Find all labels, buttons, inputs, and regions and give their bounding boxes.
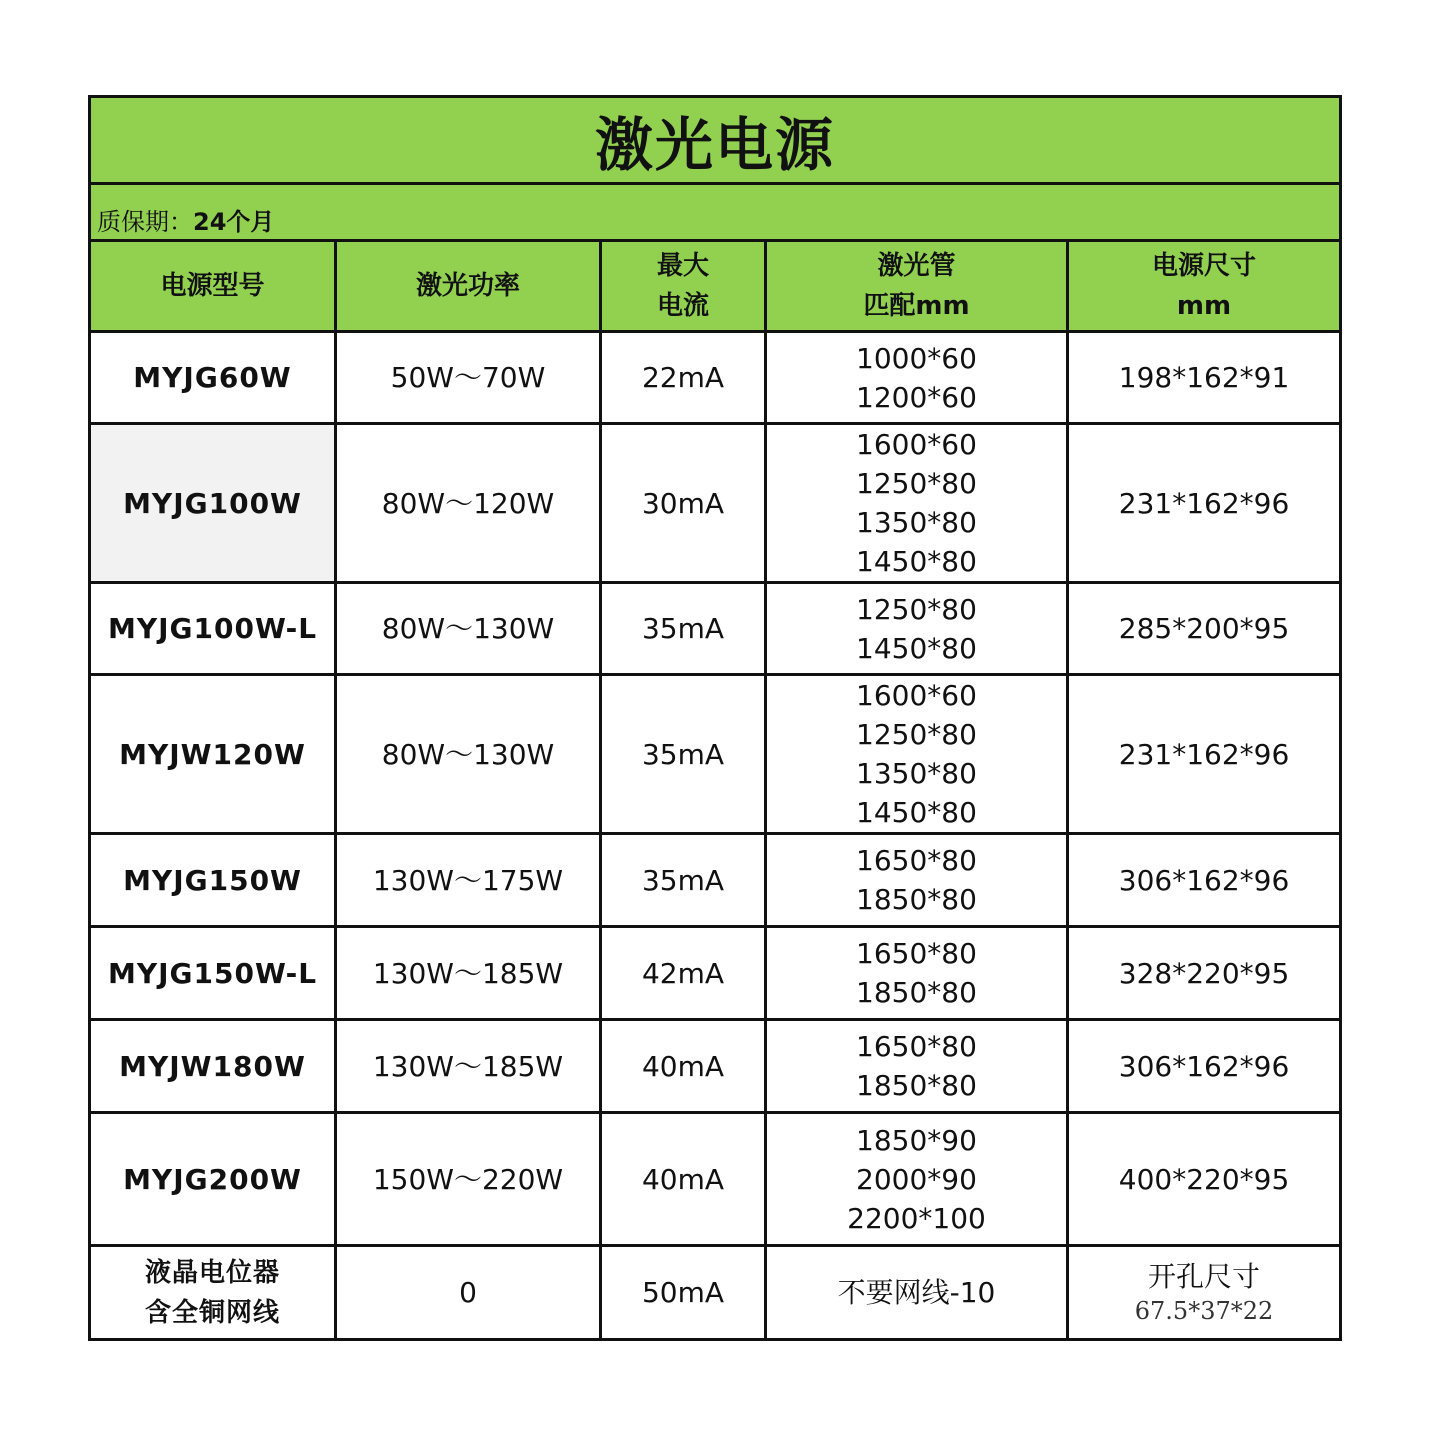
warranty-cell xyxy=(90,184,1341,241)
header-tube-match xyxy=(766,241,1068,332)
tube-size: 1200*60 xyxy=(856,380,977,414)
current-cell: 35mA xyxy=(601,675,766,834)
table-row xyxy=(90,424,1341,583)
tube-size: 1600*60 xyxy=(856,679,977,712)
size-cell: 231*162*96 xyxy=(1068,675,1341,834)
power-cell: 130W～175W xyxy=(336,834,601,927)
power-cell: 150W～220W xyxy=(336,1113,601,1246)
warranty-label: 质保期： xyxy=(97,208,193,236)
header-line: 最大 xyxy=(656,251,709,281)
header-line: 匹配mm xyxy=(863,291,970,321)
table-row xyxy=(90,675,1341,834)
title-row xyxy=(90,97,1341,184)
tube-size: 1650*80 xyxy=(856,1030,977,1063)
current-cell: 40mA xyxy=(601,1020,766,1113)
tube-size: 1450*80 xyxy=(856,796,977,829)
size-cell: 400*220*95 xyxy=(1068,1113,1341,1246)
size-cell: 285*200*95 xyxy=(1068,583,1341,675)
size-cell: 231*162*96 xyxy=(1068,424,1341,583)
tube-size: 2000*90 xyxy=(856,1162,977,1196)
header-model xyxy=(90,241,336,332)
tube-size: 1850*80 xyxy=(856,976,977,1009)
power-cell: 80W～130W xyxy=(336,583,601,675)
size-cell: 306*162*96 xyxy=(1068,834,1341,927)
current-cell: 30mA xyxy=(601,424,766,583)
header-laser-power xyxy=(336,241,601,332)
accessory-current-cell: 50mA xyxy=(601,1246,766,1340)
table-row xyxy=(90,583,1341,675)
cutout-size-label: 开孔尺寸 xyxy=(1148,1259,1261,1293)
accessory-model-cell xyxy=(90,1246,336,1340)
power-cell: 80W～130W xyxy=(336,675,601,834)
current-cell: 35mA xyxy=(601,583,766,675)
header-line: 激光功率 xyxy=(415,271,520,301)
table-row xyxy=(90,1113,1341,1246)
tube-size: 1250*80 xyxy=(856,718,977,751)
model-cell: MYJW120W xyxy=(90,675,336,834)
tube-cell xyxy=(766,332,1068,424)
sheet-title: 激光电源 xyxy=(90,97,1341,184)
cutout-size-value: 67.5*37*22 xyxy=(1134,1296,1274,1325)
tube-size: 1250*80 xyxy=(856,592,977,626)
tube-size: 1350*80 xyxy=(856,757,977,790)
tube-size: 1450*80 xyxy=(856,631,977,665)
model-cell: MYJG200W xyxy=(90,1113,336,1246)
accessory-model-line: 液晶电位器 xyxy=(144,1257,280,1288)
table-row xyxy=(90,927,1341,1020)
tube-size: 1000*60 xyxy=(856,341,977,375)
warranty-row xyxy=(90,184,1341,241)
warranty-value: 24个月 xyxy=(193,208,275,236)
column-header-row xyxy=(90,241,1341,332)
power-cell: 50W～70W xyxy=(336,332,601,424)
header-line: 电流 xyxy=(656,291,709,321)
tube-cell xyxy=(766,927,1068,1020)
model-cell: MYJG150W-L xyxy=(90,927,336,1020)
tube-size: 1650*80 xyxy=(856,844,977,877)
power-cell: 80W～120W xyxy=(336,424,601,583)
current-cell: 40mA xyxy=(601,1113,766,1246)
header-max-current xyxy=(601,241,766,332)
accessory-size-cell xyxy=(1068,1246,1341,1340)
table-row xyxy=(90,332,1341,424)
size-cell: 328*220*95 xyxy=(1068,927,1341,1020)
size-cell: 306*162*96 xyxy=(1068,1020,1341,1113)
header-line: 电源型号 xyxy=(160,271,265,301)
tube-size: 1850*90 xyxy=(856,1123,977,1157)
tube-size: 1600*60 xyxy=(856,428,977,461)
tube-size: 1850*80 xyxy=(856,1069,977,1102)
tube-cell xyxy=(766,1113,1068,1246)
model-cell: MYJG60W xyxy=(90,332,336,424)
accessory-tube-cell: 不要网线-10 xyxy=(766,1246,1068,1340)
tube-size: 1850*80 xyxy=(856,883,977,916)
tube-cell xyxy=(766,675,1068,834)
model-cell: MYJG100W-L xyxy=(90,583,336,675)
table-row xyxy=(90,834,1341,927)
current-cell: 22mA xyxy=(601,332,766,424)
power-cell: 130W～185W xyxy=(336,927,601,1020)
tube-cell xyxy=(766,583,1068,675)
header-line: 电源尺寸 xyxy=(1152,251,1257,281)
model-cell: MYJG150W xyxy=(90,834,336,927)
accessory-power-cell: 0 xyxy=(336,1246,601,1340)
accessory-model-line: 含全铜网线 xyxy=(144,1297,280,1328)
model-cell: MYJG100W xyxy=(90,424,336,583)
tube-size: 1250*80 xyxy=(856,467,977,500)
tube-size: 1350*80 xyxy=(856,506,977,539)
accessory-row xyxy=(90,1246,1341,1340)
power-cell: 130W～185W xyxy=(336,1020,601,1113)
laser-power-supply-table xyxy=(88,95,1342,1341)
header-line: mm xyxy=(1176,291,1232,321)
size-cell: 198*162*91 xyxy=(1068,332,1341,424)
current-cell: 35mA xyxy=(601,834,766,927)
table-row xyxy=(90,1020,1341,1113)
tube-size: 1450*80 xyxy=(856,545,977,578)
model-cell: MYJW180W xyxy=(90,1020,336,1113)
current-cell: 42mA xyxy=(601,927,766,1020)
tube-cell xyxy=(766,424,1068,583)
tube-cell xyxy=(766,834,1068,927)
tube-size: 1650*80 xyxy=(856,937,977,970)
tube-cell xyxy=(766,1020,1068,1113)
tube-size: 2200*100 xyxy=(847,1201,986,1235)
header-line: 激光管 xyxy=(877,251,956,281)
header-psu-size xyxy=(1068,241,1341,332)
